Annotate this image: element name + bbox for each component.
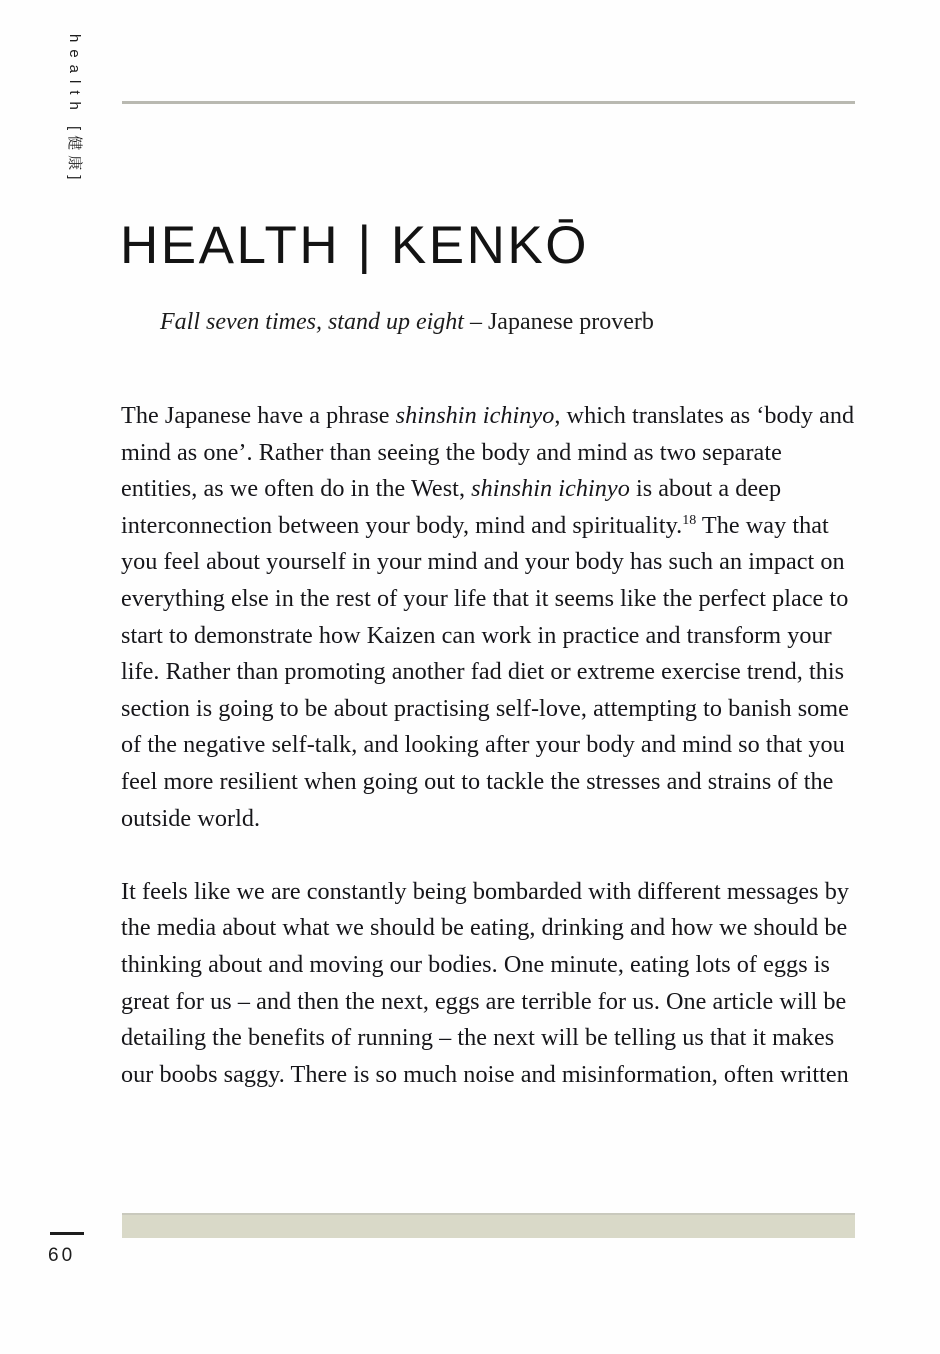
footnote-marker: 18 — [682, 512, 697, 528]
paragraph-1 — [121, 398, 861, 837]
running-head-bracket-close: ] — [66, 175, 83, 185]
epigraph-attribution: Japanese proverb — [487, 309, 654, 335]
running-head-kanji-group — [66, 117, 83, 185]
page-number: 60 — [48, 1245, 76, 1266]
p1-segment-2: , which translates as ‘body and mind as one’. Rather than seeing the body and mind as two separate entities, as we often do in the West, — [121, 402, 855, 503]
p1-segment-4: The way that you feel about yourself in your mind and your body has such an impact on everything else in the rest of your life that it seems like the perfect place to start to demonstrate how Kaizen can work in practice and transform your life. Rather than promoting another fad diet or extreme exercise trend, this section is going to be about practising self-love, attempting to banish some of the negative self-talk, and looking after your body and mind so that you feel more resilient when going out to tackle the stresses and strains of the outside world. — [121, 511, 849, 832]
p1-segment-1: The Japanese have a phrase — [121, 402, 396, 429]
footer-band — [122, 1213, 855, 1238]
folio-rule — [50, 1232, 84, 1235]
epigraph — [160, 306, 654, 338]
running-head-bracket-open: [ — [66, 126, 83, 136]
running-head-vertical — [40, 34, 86, 294]
running-head-latin: health — [66, 34, 83, 117]
epigraph-dash: – — [463, 309, 488, 335]
page-title: HEALTH | KENKŌ — [120, 215, 589, 275]
header-rule — [122, 101, 855, 104]
folio — [48, 1232, 108, 1267]
epigraph-quote: Fall seven times, stand up eight — [160, 309, 464, 335]
running-head-text — [65, 34, 86, 184]
p1-segment-3: is about a deep interconnection between your body, mind and spirituality. — [121, 475, 782, 539]
p1-italic-phrase-1: shinshin ichinyo — [395, 402, 555, 429]
running-head-kanji: 健康 — [66, 135, 83, 176]
p1-italic-phrase-2: shinshin ichinyo — [471, 475, 630, 503]
body-text-column — [121, 398, 861, 1093]
paragraph-2: It feels like we are constantly being bombarded with different messages by the media about what we should be eating, drinking and how we should be thinking about and moving our bodies. One minute, eating lots of eggs is great for us – and then the next, eggs are terrible for us. One article will be detailing the benefits of running – the next will be telling us that it makes our boobs saggy. There is so much noise and misinformation, often written — [121, 877, 849, 1088]
